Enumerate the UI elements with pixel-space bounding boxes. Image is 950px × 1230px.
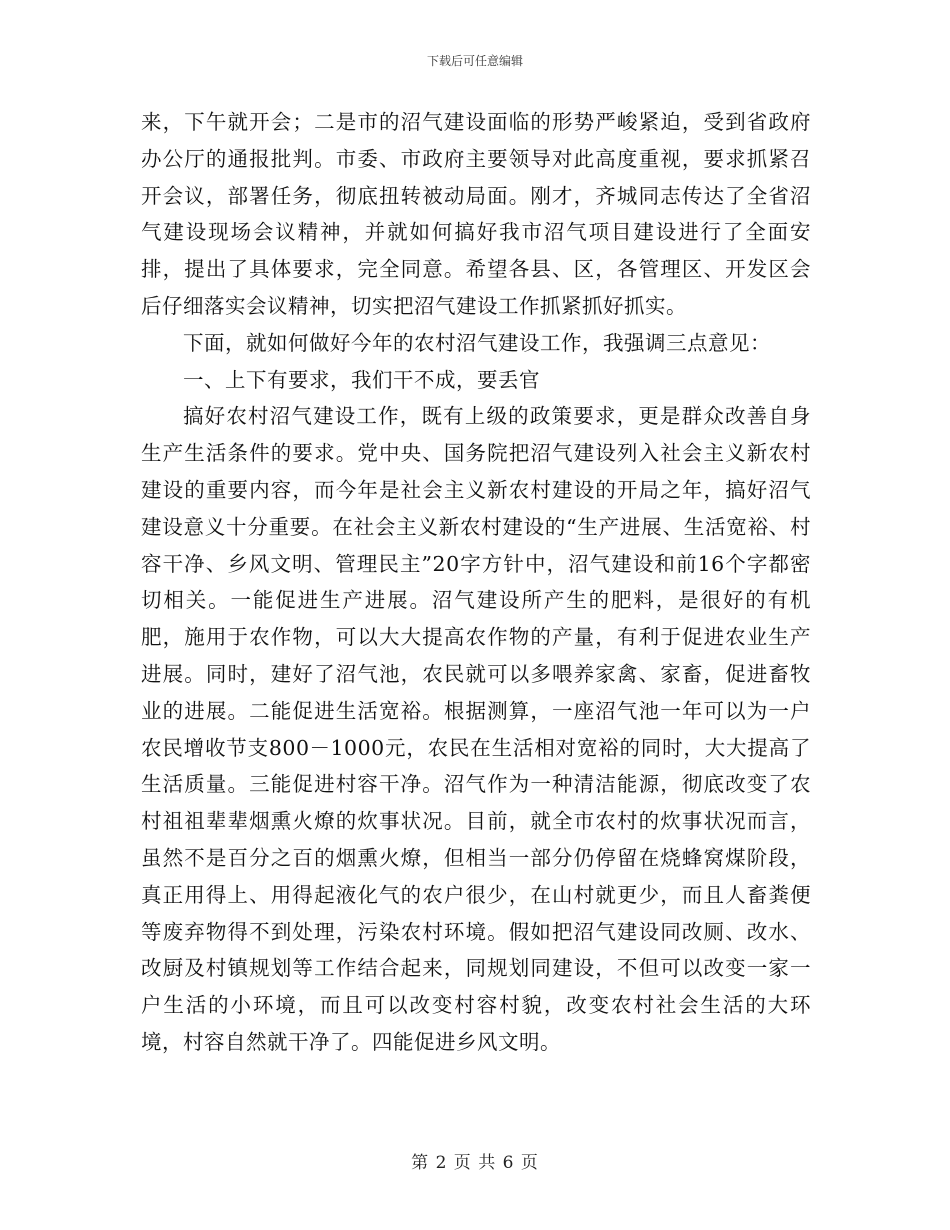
paragraph-intro: 下面，就如何做好今年的农村沼气建设工作，我强调三点意见： (183, 330, 771, 355)
paragraph-main: 搞好农村沼气建设工作，既有上级的政策要求，更是群众改善自身生产生活条件的要求。党中央、国务院把沼气建设列入社会主义新农村建设的重要内容，而今年是社会主义新农村建设的开局之年，搞好沼气建设意义十分重要。在社会主义新农村建设的“生产进展、生活宽裕、村容干净、乡风文明、管理民主”20字方针中，沼气建设和前16个字都密切相关。一能促进生产进展。沼气建设所产生的肥料，是很好的有机肥，施用于农作物，可以大大提高农作物的产量，有利于促进农业生产进展。同时，建好了沼气池，农民就可以多喂养家禽、家畜，促进畜牧业的进展。二能促进生活宽裕。根据测算，一座沼气池一年可以为一户农民增收节支800－1000元，农民在生活相对宽裕的同时，大大提高了生活质量。三能促进村容干净。沼气作为一种清洁能源，彻底改变了农村祖祖辈辈烟熏火燎的炊事状况。目前，就全市农村的炊事状况而言，虽然不是百分之百的烟熏火燎，但相当一部分仍停留在烧蜂窝煤阶段，真正用得上、用得起液化气的农户很少，在山村就更少，而且人畜粪便等废弃物得不到处理，污染农村环境。假如把沼气建设同改厕、改水、改厨及村镇规划等工作结合起来，同规划同建设，不但可以改变一家一户生活的小环境，而且可以改变村容村貌，改变农村社会生活的大环境，村容自然就干净了。四能促进乡风文明。 (141, 404, 811, 1054)
page-header: 下载后可任意编辑 (426, 54, 523, 68)
page-number: 第 2 页 共 6 页 (411, 1153, 539, 1173)
section-heading: 一、上下有要求，我们干不成，要丢官 (183, 367, 540, 392)
document-body (141, 104, 811, 1061)
paragraph-continued: 来，下午就开会；二是市的沼气建设面临的形势严峻紧迫，受到省政府办公厅的通报批判。市委、市政府主要领导对此高度重视，要求抓紧召开会议，部署任务，彻底扭转被动局面。刚才，齐城同志传达了全省沼气建设现场会议精神，并就如何搞好我市沼气项目建设进行了全面安排，提出了具体要求，完全同意。希望各县、区，各管理区、开发区会后仔细落实会议精神，切实把沼气建设工作抓紧抓好抓实。 (141, 110, 811, 318)
